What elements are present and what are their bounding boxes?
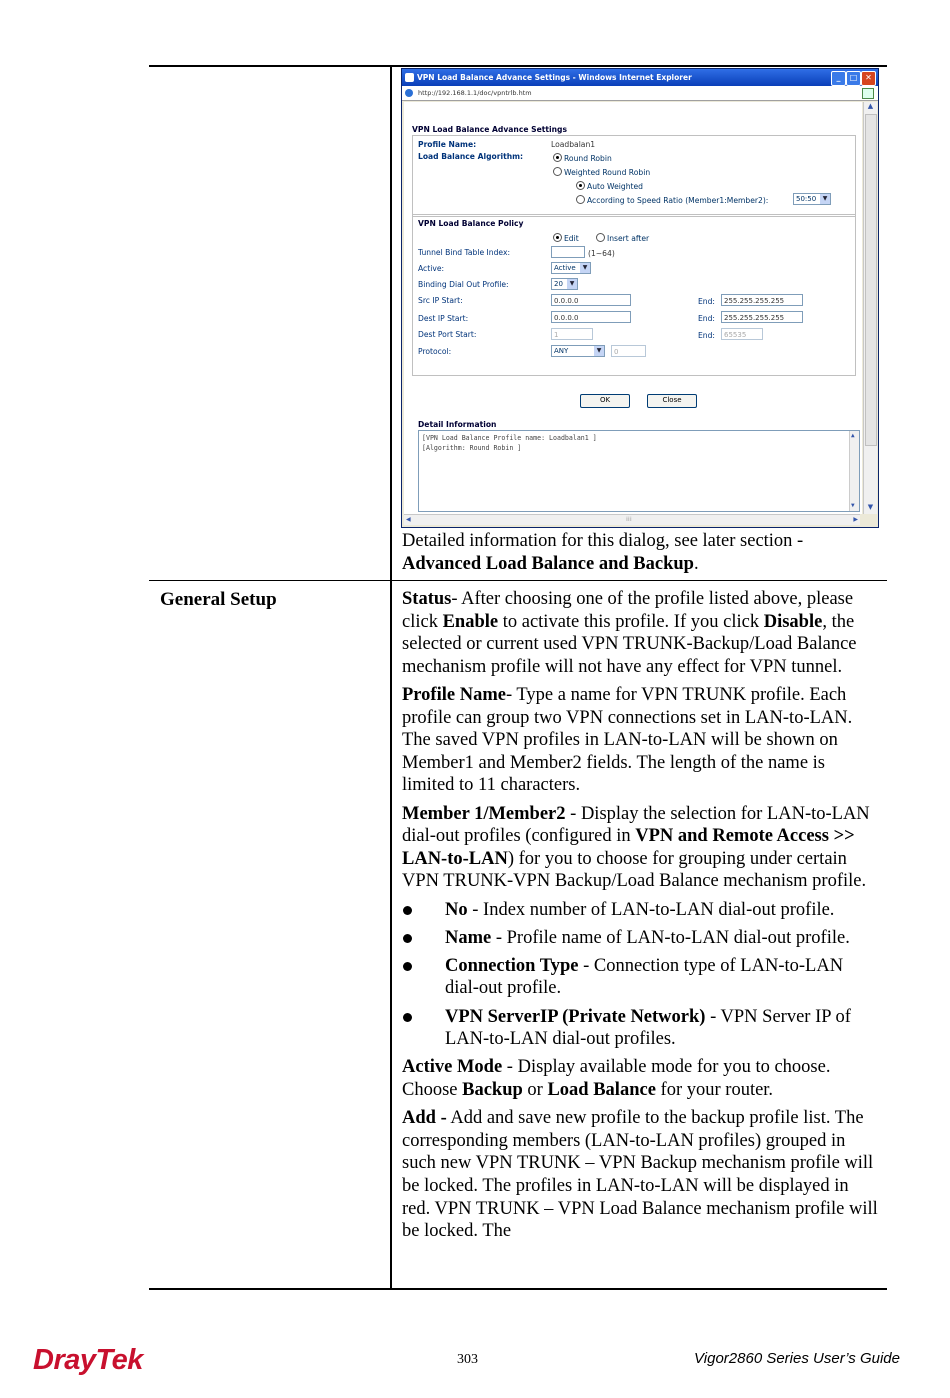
page-vertical-scrollbar[interactable] [863,102,877,514]
table-bottom-rule [149,1288,887,1290]
dest-ip-start-input[interactable]: 0.0.0.0 [551,311,631,323]
bullet-icon [402,955,445,1000]
src-ip-start-input[interactable]: 0.0.0.0 [551,294,631,306]
address-text: http://192.168.1.1/doc/vpntrlb.htm [418,89,532,97]
tunnel-bind-input[interactable] [551,246,585,258]
table-top-rule [149,65,887,67]
member-paragraph: Member 1/Member2 - Display the selection for LAN-to-LAN dial-out profiles (configured in VPN and Remote Access >> LAN-to-LAN) for you to choose for grouping under certain VPN TRUNK-VPN Backup/Load Balance mechanism profile. [402,803,870,892]
protocol-label: Protocol: [418,347,452,356]
algorithm-label: Load Balance Algorithm: [418,152,524,161]
textarea-scrollbar[interactable]: ▲ ▼ [849,431,859,511]
status-paragraph: Status- After choosing one of the profile listed above, please click Enable to activate this profile. If you click Disable, the selected or current used VPN TRUNK-Backup/Load Balance mechanism profile will not have any effect for VPN tunnel. [402,589,857,677]
binding-select[interactable]: 20 ▼ [551,278,578,290]
dest-port-end-input[interactable]: 65535 [721,328,763,340]
general-setup-description [402,588,880,1248]
round-robin-label: Round Robin [564,154,612,163]
weighted-label: Weighted Round Robin [564,168,651,177]
chevron-down-icon: ▼ [820,194,830,204]
detail-line-1: [VPN Load Balance Profile name: Loadbalan1 ] [422,434,597,442]
close-button[interactable]: Close [647,394,697,408]
screenshot-caption [402,530,880,581]
scroll-right-icon[interactable]: ▶ [853,516,858,523]
dest-ip-end-input[interactable]: 255.255.255.255 [721,311,803,323]
chevron-down-icon: ▼ [594,346,604,356]
detail-line-2: [Algorithm: Round Robin ] [422,444,522,452]
dialog-screenshot [401,68,879,528]
edit-label: Edit [564,234,579,243]
dest-ip-label: Dest IP Start: [418,314,469,323]
tunnel-bind-range: (1~64) [588,249,615,258]
dest-port-label: Dest Port Start: [418,330,477,339]
add-paragraph: Add - Add and save new profile to the backup profile list. The corresponding members (LAN-to-LAN profiles) grouped in such new VPN TRUNK – VPN Backup mechanism profile will be locked. The profiles in LAN-to-LAN will be displayed in red. VPN TRUNK – VPN Load Balance mechanism profile will be locked. The [402,1108,878,1242]
maximize-icon[interactable]: □ [846,71,861,86]
radio-speed-ratio[interactable] [576,195,768,205]
caption-text: Detailed information for this dialog, see later section - [402,531,804,551]
binding-label: Binding Dial Out Profile: [418,280,509,289]
ok-button[interactable]: OK [580,394,630,408]
row-label-general-setup: General Setup [160,589,277,610]
profile-name-label: Profile Name: [418,140,477,149]
bullet-item: Name - Profile name of LAN-to-LAN dial-out profile. [402,927,880,950]
radio-insert-after[interactable] [596,233,649,243]
window-titlebar [402,69,878,86]
auto-weighted-label: Auto Weighted [587,182,643,191]
radio-auto-weighted[interactable] [576,181,643,191]
active-label: Active: [418,264,445,273]
active-select[interactable]: Active ▼ [551,262,591,274]
refresh-icon[interactable] [862,88,874,99]
dest-port-start-input[interactable]: 1 [551,328,593,340]
dialog-page [404,102,862,514]
close-icon[interactable]: ✕ [861,71,876,86]
protocol-number-input[interactable]: 0 [611,345,646,357]
page-number: 303 [457,1352,478,1367]
protocol-select[interactable]: ANY ▼ [551,345,605,357]
src-ip-end-label: End: [698,297,715,306]
window-title: VPN Load Balance Advance Settings - Windows Internet Explorer [417,73,692,82]
bullet-icon [402,1006,445,1051]
radio-weighted-round-robin[interactable] [553,167,650,177]
bullet-item: Connection Type - Connection type of LAN-to-LAN dial-out profile. [402,955,880,1000]
bullet-item: No - Index number of LAN-to-LAN dial-out profile. [402,899,880,922]
bullet-item: VPN ServerIP (Private Network) - VPN Server IP of LAN-to-LAN dial-out profiles. [402,1006,880,1051]
src-ip-end-input[interactable]: 255.255.255.255 [721,294,803,306]
radio-round-robin[interactable] [553,153,612,163]
ie-app-icon [405,73,414,82]
scroll-left-icon[interactable]: ◀ [406,516,411,523]
profile-name-paragraph: Profile Name- Type a name for VPN TRUNK profile. Each profile can group two VPN connections set in LAN-to-LAN. The saved VPN profiles in LAN-to-LAN will be shown on Member1 and Member2 fields. The length of the name is limited to 11 characters. [402,684,853,796]
dest-port-end-label: End: [698,331,715,340]
detail-textarea[interactable] [418,430,860,512]
ie-page-icon [405,89,413,97]
profile-name-value: Loadbalan1 [551,140,596,149]
scroll-thumb[interactable] [865,114,877,446]
dest-ip-end-label: End: [698,314,715,323]
caption-end: . [693,553,699,574]
scroll-up-icon[interactable]: ▲ [867,102,874,110]
minimize-icon[interactable]: _ [831,71,846,86]
detail-heading: Detail Information [418,420,497,429]
address-bar[interactable] [402,86,878,101]
active-mode-paragraph: Active Mode - Display available mode for you to choose. Choose Backup or Load Balance for your router. [402,1057,831,1101]
chevron-down-icon: ▼ [580,263,590,273]
chevron-down-icon: ▼ [567,279,577,289]
scroll-grip-icon: ⁞⁞⁞ [626,516,632,523]
speed-ratio-select[interactable]: 50:50 ▼ [793,193,831,205]
dialog-heading: VPN Load Balance Advance Settings [412,125,567,134]
guide-title: Vigor2860 Series User’s Guide [694,1350,900,1367]
draytek-logo: DrayTek [33,1344,143,1376]
radio-edit[interactable] [553,233,579,243]
tunnel-bind-label: Tunnel Bind Table Index: [418,248,510,257]
src-ip-label: Src IP Start: [418,296,463,305]
table-column-divider [390,65,392,1289]
page-horizontal-scrollbar[interactable] [404,514,860,525]
bullet-icon [402,927,445,950]
scroll-down-icon[interactable]: ▼ [867,503,874,511]
policy-heading: VPN Load Balance Policy [418,219,524,228]
insert-after-label: Insert after [607,234,650,243]
bullet-icon [402,899,445,922]
speed-ratio-label: According to Speed Ratio (Member1:Member2): [587,196,769,205]
caption-section-link: Advanced Load Balance and Backup [402,553,694,574]
